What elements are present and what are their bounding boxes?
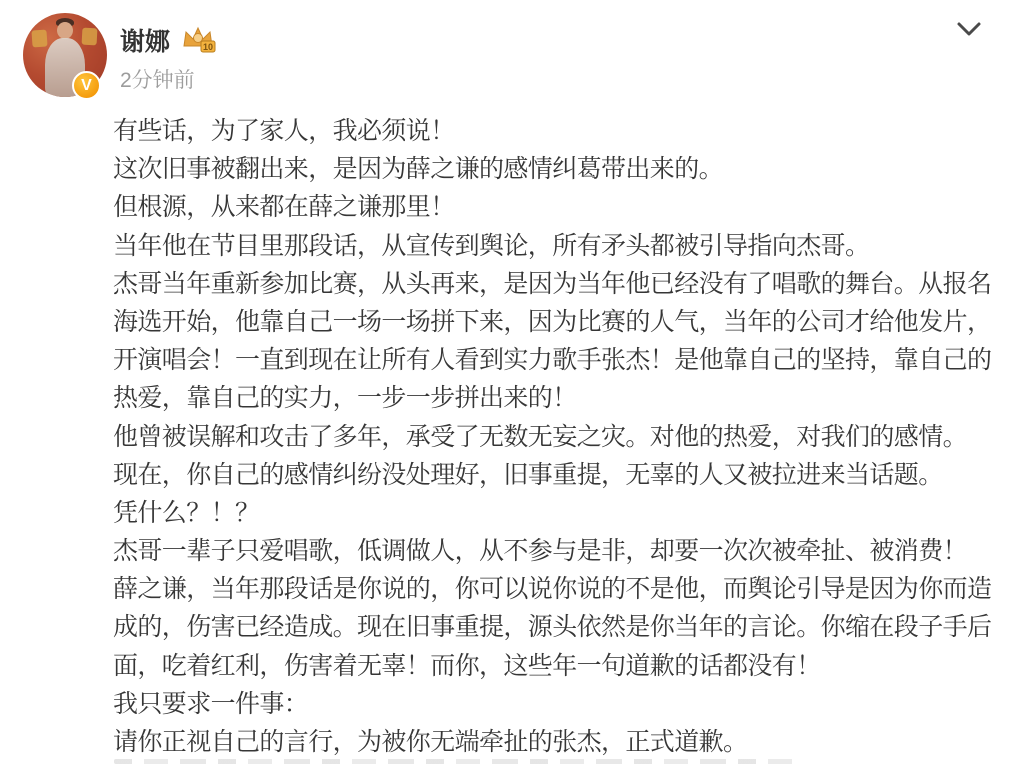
avatar-gold-ornament [31, 29, 47, 47]
post-text-line: 成的，伤害已经造成。现在旧事重提，源头依然是你当年的言论。你缩在段子手后 [113, 613, 992, 642]
post-text-line: 开演唱会！一直到现在让所有人看到实力歌手张杰！是他靠自己的坚持，靠自己的 [113, 346, 992, 375]
vip-crown-icon[interactable] [180, 26, 218, 54]
post-text-line: 但根源，从来都在薛之谦那里！ [113, 193, 455, 222]
post-content [113, 112, 998, 761]
avatar-person [57, 22, 73, 39]
post-text-line: 有些话，为了家人，我必须说！ [113, 117, 455, 145]
post-text-line: 杰哥当年重新参加比赛，从头再来，是因为当年他已经没有了唱歌的舞台。从报名 [113, 269, 992, 298]
post-text-line: 凭什么？！？ [113, 498, 260, 527]
post-text-line: 这次旧事被翻出来，是因为薛之谦的感情纠葛带出来的。 [113, 155, 724, 184]
post-text-line: 现在，你自己的感情纠纷没处理好，旧事重提，无辜的人又被拉进来当话题。 [113, 460, 943, 489]
post-text-line: 杰哥一辈子只爱唱歌，低调做人，从不参与是非，却要一次次被牵扯、被消费！ [113, 537, 968, 566]
verified-v-badge-icon: V [72, 71, 101, 100]
post-text-line: 面，吃着红利，伤害着无辜！而你，这些年一句道歉的话都没有！ [113, 651, 821, 680]
timestamp: 2分钟前 [120, 69, 195, 92]
chevron-down-icon[interactable] [950, 18, 988, 44]
post-text-line: 他曾被误解和攻击了多年，承受了无数无妄之灾。对他的热爱，对我们的感情。 [113, 422, 968, 451]
post-text-line: 我只要求一件事： [113, 689, 309, 718]
truncated-text-line [114, 759, 804, 764]
avatar-gold-ornament [82, 28, 98, 46]
post-text-line: 请你正视自己的言行，为被你无端牵扯的张杰，正式道歉。 [113, 728, 748, 756]
post-text-line: 薛之谦，当年那段话是你说的，你可以说你说的不是他，而舆论引导是因为你而造 [113, 575, 992, 604]
username[interactable]: 谢娜 [120, 28, 171, 56]
post-text-line: 热爱，靠自己的实力，一步一步拼出来的！ [113, 384, 577, 413]
post-text-line: 海选开始，他靠自己一场一场拼下来，因为比赛的人气，当年的公司才给他发片， [113, 307, 992, 336]
vip-level-label: 10 [202, 42, 214, 52]
post-text-line: 当年他在节目里那段话，从宣传到舆论，所有矛头都被引导指向杰哥。 [113, 231, 870, 260]
